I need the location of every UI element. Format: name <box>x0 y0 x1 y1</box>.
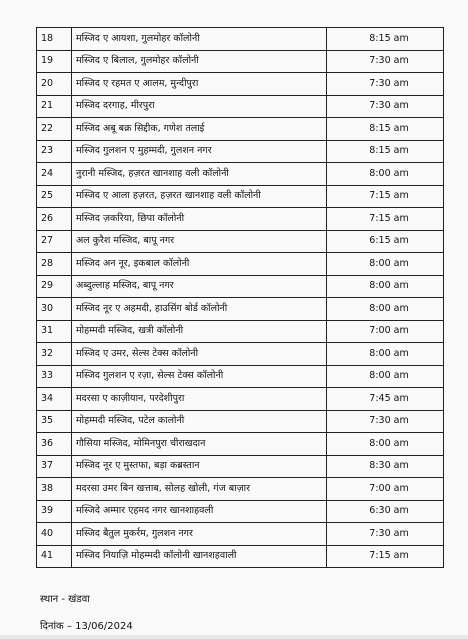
prayer-time-cell <box>327 455 444 478</box>
mosque-name: मदरसा ए काज़ीयान, परदेशीपुरा <box>72 388 327 411</box>
row-number: 19 <box>37 50 72 73</box>
mosque-name: मोहम्मदी मस्जिद, खत्री कॉलोनी <box>72 320 327 343</box>
mosque-name: मस्जिद नियाज़ि मोहम्मदी कॉलोनी खानशहवाली <box>72 545 327 568</box>
table-row <box>37 253 444 276</box>
mosque-name: नुरानी मस्जिद, हज़रत खानशाह वली कॉलोनी <box>72 163 327 186</box>
mosque-name: मस्जिद ए रहमत ए आलम, मुन्दीपुरा <box>72 73 327 96</box>
table-row <box>37 208 444 231</box>
row-number: 28 <box>37 253 72 276</box>
mosque-name: मस्जिदे अम्मार एहमद नगर खानशाहवली <box>72 500 327 523</box>
table-row <box>37 433 444 456</box>
mosque-name: मोहम्मदी मस्जिद, पटेल कालोनी <box>72 410 327 433</box>
bottom-edge <box>0 635 468 639</box>
prayer-time-cell <box>327 28 444 51</box>
mosque-name: गौसिया मस्जिद, मोमिनपुरा चीराखदान <box>72 433 327 456</box>
mosque-name: अब्दुल्लाह मस्जिद, बापू नगर <box>72 275 327 298</box>
row-number: 23 <box>37 140 72 163</box>
mosque-name: मस्जिद दरगाह, मीरपुरा <box>72 95 327 118</box>
mosque-name: मदरसा उमर बिन खत्ताब, सोलह खोली, गंज बाज़ार <box>72 478 327 501</box>
row-number: 31 <box>37 320 72 343</box>
prayer-time-cell <box>327 275 444 298</box>
row-number: 22 <box>37 118 72 141</box>
mosque-name: मस्जिद नूर ए अहमदी, हाउसिंग बोर्ड कॉलोनी <box>72 298 327 321</box>
table-row <box>37 118 444 141</box>
mosque-name: मस्जिद ज़करिया, छिपा कॉलोनी <box>72 208 327 231</box>
mosque-name: मस्जिद ए आला हज़रत, हज़रत खानशाह वली कॉलोनी <box>72 185 327 208</box>
prayer-time-cell <box>327 365 444 388</box>
prayer-time: 7:15 am <box>369 212 409 224</box>
date-label: दिनांक – 13/06/2024 <box>40 621 133 632</box>
prayer-time-cell <box>327 230 444 253</box>
mosque-name: मस्जिद ए उमर, सेल्स टेक्स कॉलोनी <box>72 343 327 366</box>
row-number: 29 <box>37 275 72 298</box>
mosque-name: मस्जिद गुलशन ए मुहम्मदी, गुलशन नगर <box>72 140 327 163</box>
prayer-time: 7:30 am <box>369 55 409 67</box>
prayer-time-cell <box>327 95 444 118</box>
table-row <box>37 95 444 118</box>
row-number: 35 <box>37 410 72 433</box>
table-row <box>37 230 444 253</box>
table-row <box>37 50 444 73</box>
mosque-name: मस्जिद अन नूर, इकबाल कॉलोनी <box>72 253 327 276</box>
prayer-time-cell <box>327 500 444 523</box>
prayer-time: 7:30 am <box>369 77 409 89</box>
table-row <box>37 163 444 186</box>
row-number: 24 <box>37 163 72 186</box>
prayer-time: 8:30 am <box>369 460 409 472</box>
table-row <box>37 545 444 568</box>
prayer-time-cell <box>327 523 444 546</box>
row-number: 34 <box>37 388 72 411</box>
prayer-time-cell <box>327 253 444 276</box>
prayer-time: 7:00 am <box>369 482 409 494</box>
prayer-time: 7:15 am <box>369 550 409 562</box>
table-row <box>37 388 444 411</box>
row-number: 18 <box>37 28 72 51</box>
row-number: 36 <box>37 433 72 456</box>
prayer-time-cell <box>327 478 444 501</box>
row-number: 37 <box>37 455 72 478</box>
row-number: 25 <box>37 185 72 208</box>
prayer-time: 8:15 am <box>369 32 409 44</box>
prayer-time: 6:30 am <box>369 505 409 517</box>
table-row <box>37 343 444 366</box>
prayer-time-cell <box>327 208 444 231</box>
row-number: 41 <box>37 545 72 568</box>
mosque-name: मस्जिद ए बिलाल, गुलमोहर कॉलोनी <box>72 50 327 73</box>
mosque-name: मस्जिद नूर ए मुस्तफा, बड़ा कब्रस्तान <box>72 455 327 478</box>
row-number: 20 <box>37 73 72 96</box>
row-number: 38 <box>37 478 72 501</box>
prayer-time: 8:00 am <box>369 370 409 382</box>
row-number: 33 <box>37 365 72 388</box>
row-number: 32 <box>37 343 72 366</box>
table-row <box>37 500 444 523</box>
table-row <box>37 523 444 546</box>
prayer-time: 6:15 am <box>369 235 409 247</box>
prayer-time: 8:15 am <box>369 122 409 134</box>
prayer-time-cell <box>327 140 444 163</box>
table-row <box>37 298 444 321</box>
mosque-name: मस्जिद अबू बक्र सिद्दीक, गणेश तलाई <box>72 118 327 141</box>
prayer-time-cell <box>327 388 444 411</box>
prayer-time-cell <box>327 185 444 208</box>
table-row <box>37 185 444 208</box>
prayer-time-cell <box>327 163 444 186</box>
row-number: 39 <box>37 500 72 523</box>
row-number: 30 <box>37 298 72 321</box>
table-row <box>37 478 444 501</box>
prayer-time-cell <box>327 298 444 321</box>
prayer-time: 7:30 am <box>369 527 409 539</box>
row-number: 27 <box>37 230 72 253</box>
table-row <box>37 365 444 388</box>
prayer-time-cell <box>327 118 444 141</box>
prayer-time: 8:00 am <box>369 347 409 359</box>
prayer-time: 8:00 am <box>369 437 409 449</box>
prayer-time: 8:00 am <box>369 167 409 179</box>
prayer-time: 7:00 am <box>369 325 409 337</box>
mosque-name: अल कुरैश मस्जिद, बापू नगर <box>72 230 327 253</box>
table-row <box>37 28 444 51</box>
table-row <box>37 455 444 478</box>
prayer-time: 7:45 am <box>369 392 409 404</box>
place-label: स्थान - खंडवा <box>40 594 90 605</box>
prayer-time: 8:15 am <box>369 145 409 157</box>
prayer-time: 7:30 am <box>369 100 409 112</box>
prayer-time-cell <box>327 343 444 366</box>
table-row <box>37 410 444 433</box>
prayer-time-cell <box>327 50 444 73</box>
prayer-time-cell <box>327 545 444 568</box>
mosque-name: मस्जिद बैतुल मुकर्रम, गुलशन नगर <box>72 523 327 546</box>
row-number: 21 <box>37 95 72 118</box>
prayer-time-cell <box>327 410 444 433</box>
prayer-time-table <box>36 27 444 568</box>
prayer-time: 7:30 am <box>369 415 409 427</box>
prayer-time: 8:00 am <box>369 302 409 314</box>
mosque-name: मस्जिद ए आयशा, गुलमोहर कॉलोनी <box>72 28 327 51</box>
mosque-name: मस्जिद गुलशन ए रज़ा, सेल्स टेक्स कॉलोनी <box>72 365 327 388</box>
prayer-time-cell <box>327 433 444 456</box>
prayer-time-cell <box>327 320 444 343</box>
row-number: 26 <box>37 208 72 231</box>
prayer-time: 7:15 am <box>369 190 409 202</box>
prayer-time: 8:00 am <box>369 257 409 269</box>
prayer-time: 8:00 am <box>369 280 409 292</box>
table-row <box>37 73 444 96</box>
table-row <box>37 140 444 163</box>
table-row <box>37 320 444 343</box>
table-row <box>37 275 444 298</box>
row-number: 40 <box>37 523 72 546</box>
prayer-time-cell <box>327 73 444 96</box>
